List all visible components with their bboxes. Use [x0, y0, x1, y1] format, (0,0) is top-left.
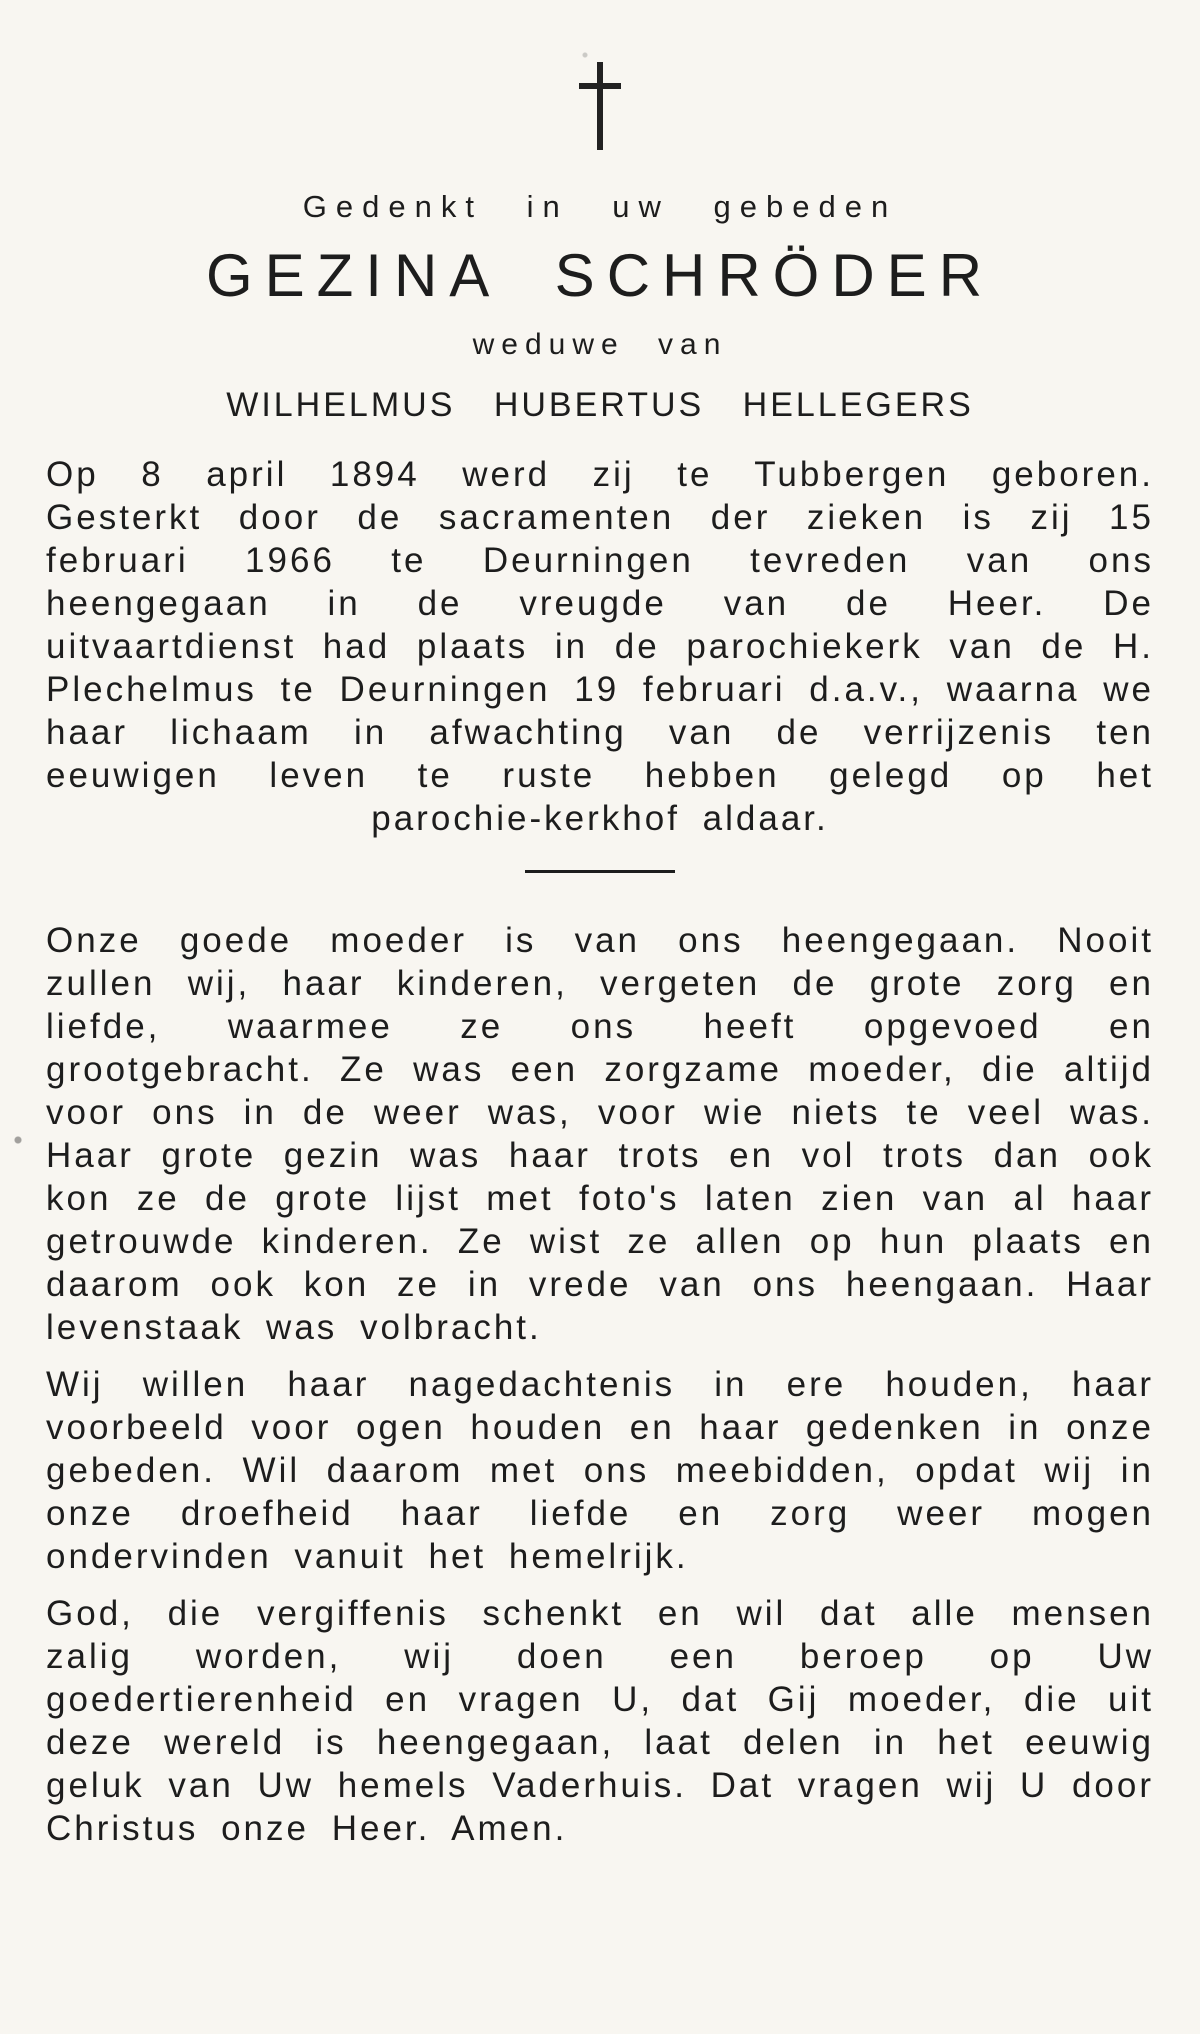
section-divider: [525, 870, 675, 873]
intro-line: Gedenkt in uw gebeden: [302, 189, 898, 224]
remembrance-paragraph: Wij willen haar nagedachtenis in ere houden, haar voorbeeld voor ogen houden en haar gedenken in onze gebeden. Wil daarom met ons meebidden, opdat wij in onze droefheid haar liefde en zorg weer mogen ondervinden vanuit het hemelrijk.: [46, 1365, 1154, 1576]
biography-paragraph: Op 8 april 1894 werd zij te Tubbergen geboren. Gesterkt door de sacramenten der zieken is zij 15 februari 1966 te Deurningen tevreden van ons heengegaan in de vreugde van de Heer. De uitvaartdienst had plaats in de parochiekerk van de H. Plechelmus te Deurningen 19 februari d.a.v., waarna we haar lichaam in afwachting van de verrijzenis ten eeuwigen leven te ruste hebben gelegd op het parochie-kerkhof aldaar.: [46, 455, 1154, 838]
cross-icon: [46, 62, 1154, 155]
spouse-name: WILHELMUS HUBERTUS HELLEGERS: [226, 386, 974, 424]
memorial-paragraph: Onze goede moeder is van ons heengegaan. Nooit zullen wij, haar kinderen, vergeten de grote zorg en liefde, waarmee ze ons heeft opgevoed en grootgebracht. Ze was een zorgzame moeder, die altijd voor ons in de weer was, voor wie niets te veel was. Haar grote gezin was haar trots en vol trots dan ook kon ze de grote lijst met foto's laten zien van al haar getrouwde kinderen. Ze wist ze allen op hun plaats en daarom ook kon ze in vrede van ons heengaan. Haar levenstaak was volbracht.: [46, 921, 1154, 1347]
relation-line: weduwe van: [472, 328, 728, 361]
prayer-paragraph: God, die vergiffenis schenkt en wil dat alle mensen zalig worden, wij doen een beroep op Uw goedertierenheid en vragen U, dat Gij moeder, die uit deze wereld is heengegaan, laat delen in het eeuwig geluk van Uw hemels Vaderhuis. Dat vragen wij U door Christus onze Heer. Amen.: [46, 1594, 1154, 1848]
deceased-name: GEZINA SCHRÖDER: [205, 242, 995, 309]
